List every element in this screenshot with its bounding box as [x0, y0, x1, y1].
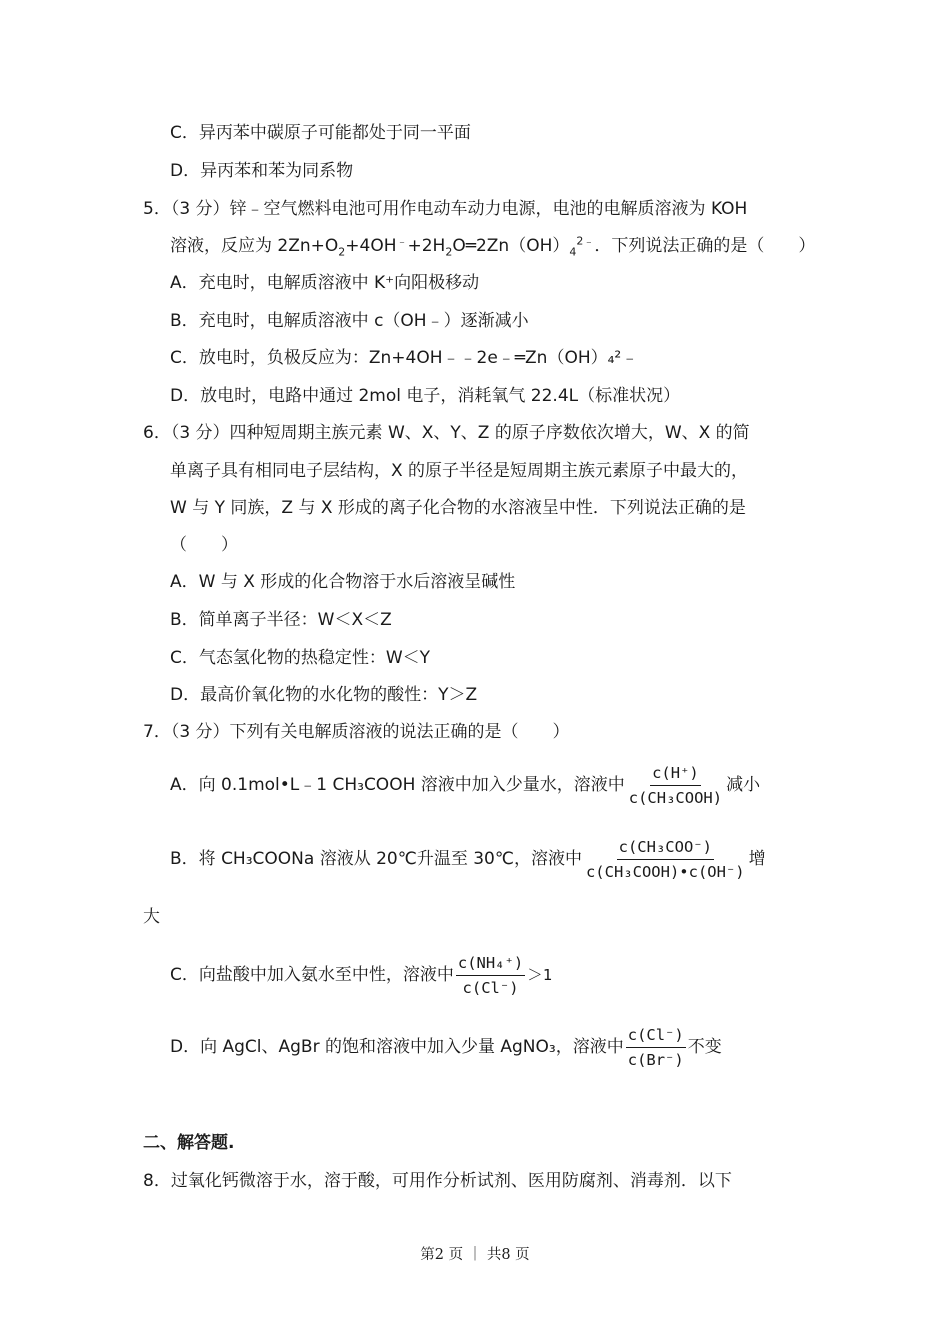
q5-option-d: D．放电时，电路中通过 2mol 电子，消耗氧气 22.4L（标准状况） [170, 386, 681, 406]
q7-option-c-text: C．向盐酸中加入氨水至中性，溶液中 [170, 965, 454, 985]
q7-option-a [170, 762, 760, 808]
q6-option-b: B．简单离子半径：W＜X＜Z [170, 610, 392, 630]
q7-option-a-fraction [627, 763, 724, 808]
q5-stem-line1: 5．（3 分）锌﹣空气燃料电池可用作电动车动力电源，电池的电解质溶液为 KOH [143, 199, 748, 219]
q5-option-a: A．充电时，电解质溶液中 K⁺向阳极移动 [170, 273, 480, 293]
q5-stem-pre: 溶液，反应为 2Zn+O [170, 236, 339, 256]
q7-option-c-tail: ＞1 [527, 966, 553, 984]
q7-option-a-text: A．向 0.1mol•L﹣1 CH₃COOH 溶液中加入少量水，溶液中 [170, 775, 625, 795]
section-heading: 二、解答题. [143, 1133, 235, 1153]
fraction-denominator: c(Br⁻) [627, 1050, 684, 1069]
q4-option-c: C．异丙苯中碳原子可能都处于同一平面 [170, 123, 471, 143]
q7-option-d-text: D．向 AgCl、AgBr 的饱和溶液中加入少量 AgNO₃，溶液中 [170, 1037, 624, 1057]
q6-stem-line3: W 与 Y 同族，Z 与 X 形成的离子化合物的水溶液呈中性．下列说法正确的是 [170, 498, 746, 518]
q7-option-b-fraction [584, 837, 747, 882]
q7-option-d [170, 1024, 722, 1070]
fraction-denominator: c(CH₃COOH) [628, 788, 723, 807]
fraction-numerator: c(H⁺) [650, 763, 701, 786]
page-footer: 第2 页 ｜ 共8 页 [420, 1247, 530, 1263]
fraction-numerator: c(Cl⁻) [626, 1025, 686, 1048]
q6-stem-line1: 6．（3 分）四种短周期主族元素 W、X、Y、Z 的原子序数依次增大，W、X 的简 [143, 423, 750, 443]
q8-stem-line1: 8．过氧化钙微溶于水，溶于酸，可用作分析试剂、医用防腐剂、消毒剂．以下 [143, 1171, 732, 1191]
q6-option-c: C．气态氢化物的热稳定性：W＜Y [170, 648, 431, 668]
fraction-denominator: c(CH₃COOH)•c(OH⁻) [585, 862, 745, 881]
q7-option-c [170, 952, 552, 998]
q7-option-a-tail: 减小 [726, 775, 761, 795]
q7-option-d-fraction [626, 1025, 686, 1070]
q7-stem: 7．（3 分）下列有关电解质溶液的说法正确的是（ ） [143, 722, 570, 742]
q5-option-c: C．放电时，负极反应为：Zn+4OH﹣﹣2e﹣═Zn（OH）₄²﹣ [170, 348, 639, 368]
q4-option-d: D．异丙苯和苯为同系物 [170, 161, 354, 181]
q7-option-c-fraction [456, 953, 525, 998]
q5-stem-line2: 溶液，反应为 $2Zn+O_2+4OH^﹣+2H_2O═2Zn(OH)_4^{2﹣}$．下列说法正确的是（ ） [170, 234, 816, 259]
q6-option-a: A．W 与 X 形成的化合物溶于水后溶液呈碱性 [170, 572, 516, 592]
q6-stem-line2: 单离子具有相同电子层结构，X 的原子半径是短周期主族元素原子中最大的， [170, 461, 749, 481]
fraction-denominator: c(Cl⁻) [462, 978, 519, 997]
q6-option-d: D．最高价氧化物的水化物的酸性：Y＞Z [170, 685, 478, 705]
q5-option-b: B．充电时，电解质溶液中 c（OH﹣）逐渐减小 [170, 311, 529, 331]
q7-option-b-tail: 增 [748, 849, 766, 869]
fraction-numerator: c(NH₄⁺) [456, 953, 525, 976]
fraction-numerator: c(CH₃COO⁻) [617, 837, 714, 860]
q7-option-b-text: B．将 CH₃COONa 溶液从 20℃升温至 30℃，溶液中 [170, 849, 582, 869]
q6-stem-line4: （ ） [170, 535, 238, 555]
q5-stem-post: ．下列说法正确的是（ ） [594, 236, 816, 256]
q7-option-b-wrap: 大 [143, 907, 160, 927]
q7-option-d-tail: 不变 [687, 1037, 722, 1057]
q7-option-b [170, 836, 766, 882]
